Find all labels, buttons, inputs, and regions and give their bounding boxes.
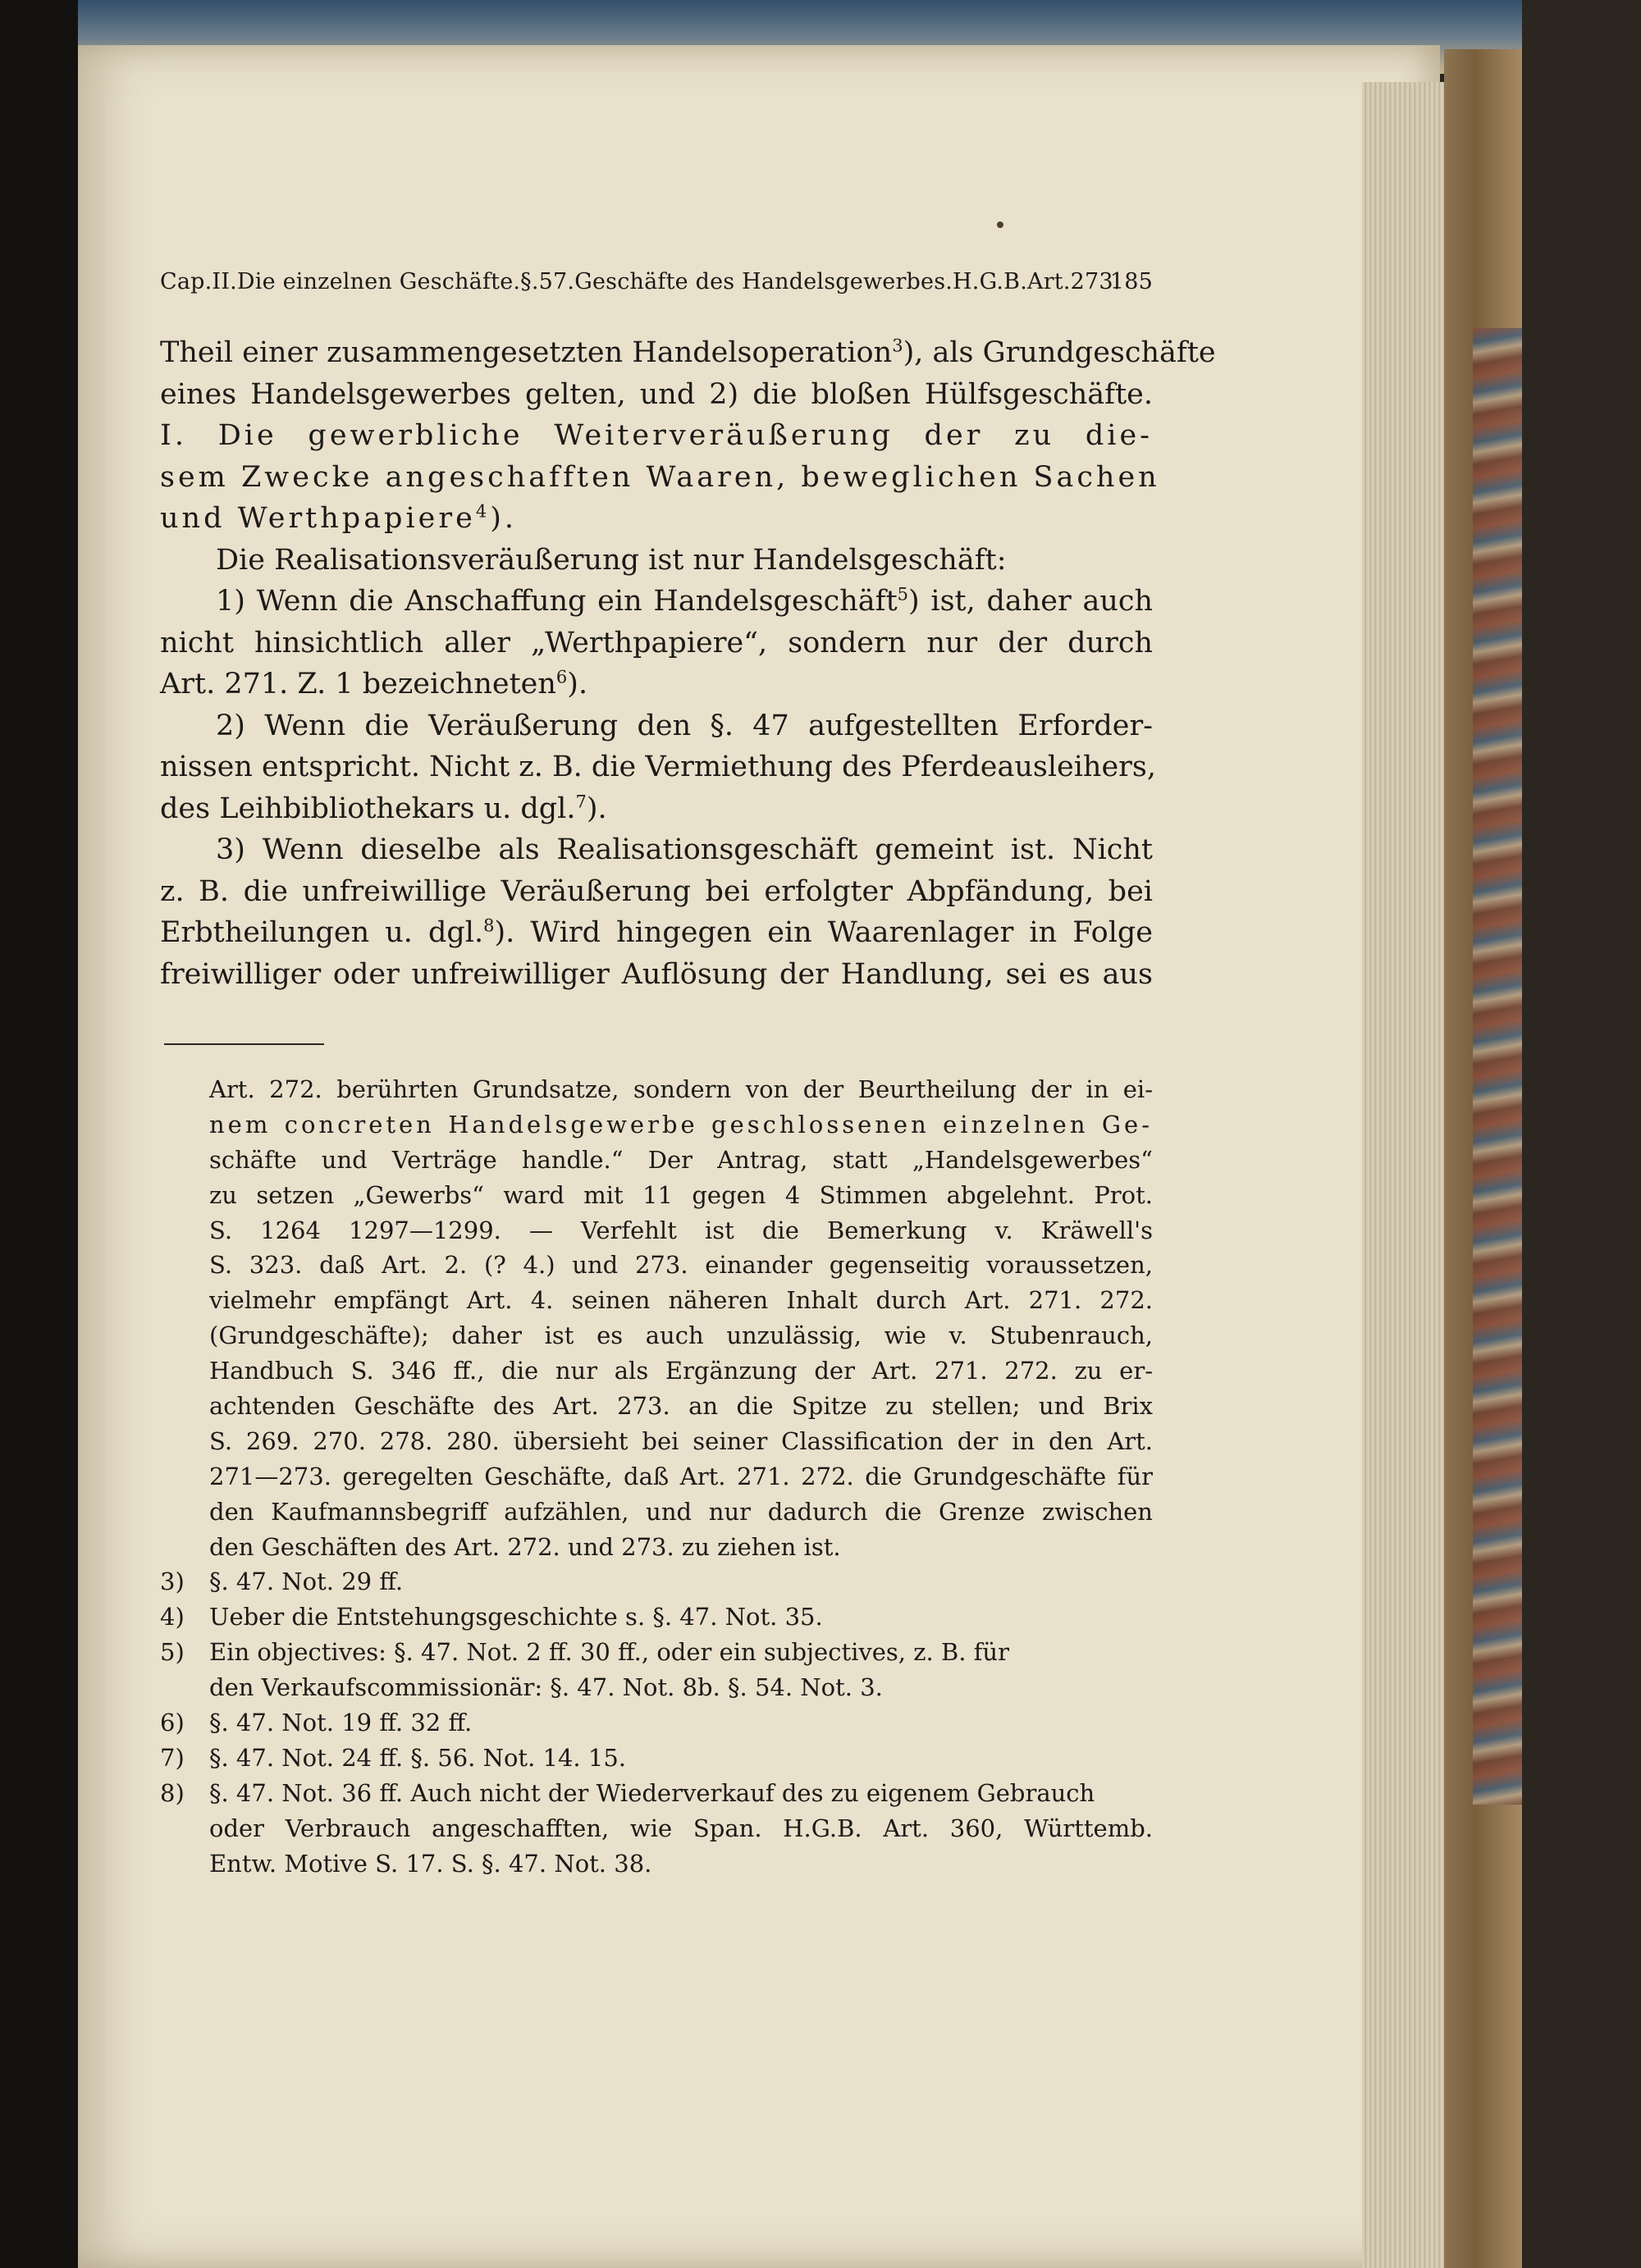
text-line: Die Realisationsveräußerung ist nur Handelsgeschäft: [216,543,1007,577]
footnote-3: 3) §. 47. Not. 29 ff. [160,1568,404,1596]
footnote-continuation-line: achtenden Geschäfte des Art. 273. an die Spitze zu stellen; und Brix [209,1392,1153,1421]
marbled-endpaper [1473,328,1522,1805]
text-line: des Leihbibliothekars u. dgl.$^7$). [160,791,607,825]
footnote-8-continuation: oder Verbrauch angeschafften, wie Span. H.G.B. Art. 360, Württemb. [209,1814,1153,1842]
section-heading-line: und Werthpapiere$^4$). [160,501,517,535]
text-line: nicht hinsichtlich aller „Werthpapiere“, sondern nur der durch [160,626,1153,659]
section-heading-line: sem Zwecke angeschafften Waaren, beweglichen Sachen [160,460,1160,494]
footnote-continuation-line: nem concreten Handelsgewerbe geschlossenen einzelnen Ge- [209,1110,1153,1139]
text-line: 2) Wenn die Veräußerung den §. 47 aufgestellten Erforder- [216,709,1153,742]
footnote-8: 8) §. 47. Not. 36 ff. Auch nicht der Wiederverkauf des zu eigenem Gebrauch [160,1778,1095,1807]
running-head [160,269,1153,294]
footnote-continuation-line: Handbuch S. 346 ff., die nur als Ergänzung der Art. 271. 272. zu er- [209,1357,1153,1385]
footnote-continuation-line: S. 323. daß Art. 2. (? 4.) und 273. einander gegenseitig voraussetzen, [209,1251,1153,1280]
section-heading-line: I. Die gewerbliche Weiterveräußerung der zu die- [160,419,1153,452]
footnote-continuation-line: den Kaufmannsbegriff aufzählen, und nur dadurch die Grenze zwischen [209,1497,1153,1526]
footnote-7: 7) §. 47. Not. 24 ff. §. 56. Not. 14. 15. [160,1743,626,1772]
text-line: 1) Wenn die Anschaffung ein Handelsgeschäft$^5$) ist, daher auch [216,584,1153,618]
page-stack-edge [1362,82,1444,2268]
text-line: eines Handelsgewerbes gelten, und 2) die bloßen Hülfsgeschäfte. [160,377,1153,411]
footnotes [160,1072,1153,1881]
footnote-5: 5) Ein objectives: §. 47. Not. 2 ff. 30 ff., oder ein subjectives, z. B. für [160,1638,1009,1667]
ink-spot [997,221,1003,228]
footnote-rule [164,1043,324,1045]
text-line: Erbtheilungen u. dgl.$^8$). Wird hingegen ein Waarenlager in Folge [160,915,1153,949]
footnote-6: 6) §. 47. Not. 19 ff. 32 ff. [160,1709,473,1737]
running-head-title: Cap.II.Die einzelnen Geschäfte.§.57.Geschäfte des Handelsgewerbes.H.G.B.Art.273. [160,269,1121,294]
footnote-continuation-line: S. 1264 1297—1299. — Verfehlt ist die Bemerkung v. Kräwell's [209,1216,1153,1244]
footnote-5-continuation: den Verkaufscommissionär: §. 47. Not. 8b. §. 54. Not. 3. [209,1673,883,1702]
footnote-continuation-line: zu setzen „Gewerbs“ ward mit 11 gegen 4 Stimmen abgelehnt. Prot. [209,1180,1153,1209]
footnote-8-continuation: Entw. Motive S. 17. S. §. 47. Not. 38. [209,1849,652,1878]
page-number: 185 [1109,269,1153,294]
text-line: 3) Wenn dieselbe als Realisationsgeschäft gemeint ist. Nicht [216,833,1153,866]
text-line: freiwilliger oder unfreiwilliger Auflösung der Handlung, sei es aus [160,957,1153,991]
text-line: z. B. die unfreiwillige Veräußerung bei erfolgter Abpfändung, bei [160,874,1153,908]
footnote-continuation-line: den Geschäften des Art. 272. und 273. zu ziehen ist. [209,1532,841,1561]
footnote-continuation-line: vielmehr empfängt Art. 4. seinen näheren Inhalt durch Art. 271. 272. [209,1286,1153,1315]
text-line: Art. 271. Z. 1 bezeichneten$^6$). [160,667,588,700]
text-line: nissen entspricht. Nicht z. B. die Vermiethung des Pferdeausleihers, [160,751,1156,783]
footnote-continuation-line: Art. 272. berührten Grundsatze, sondern von der Beurtheilung der in ei- [209,1075,1153,1103]
footnote-4: 4) Ueber die Entstehungsgeschichte s. §. 47. Not. 35. [160,1603,823,1631]
footnote-continuation-line: schäfte und Verträge handle.“ Der Antrag, statt „Handelsgewerbes“ [209,1145,1153,1174]
text-line: Theil einer zusammengesetzten Handelsoperation$^3$), als Grundgeschäfte [160,335,1216,369]
main-text [160,332,1216,995]
footnote-continuation-line: (Grundgeschäfte); daher ist es auch unzulässig, wie v. Stubenrauch, [209,1321,1153,1350]
footnote-continuation-line: 271—273. geregelten Geschäfte, daß Art. 271. 272. die Grundgeschäfte für [209,1462,1153,1490]
footnote-continuation-line: S. 269. 270. 278. 280. übersieht bei seiner Classification der in den Art. [209,1426,1153,1455]
